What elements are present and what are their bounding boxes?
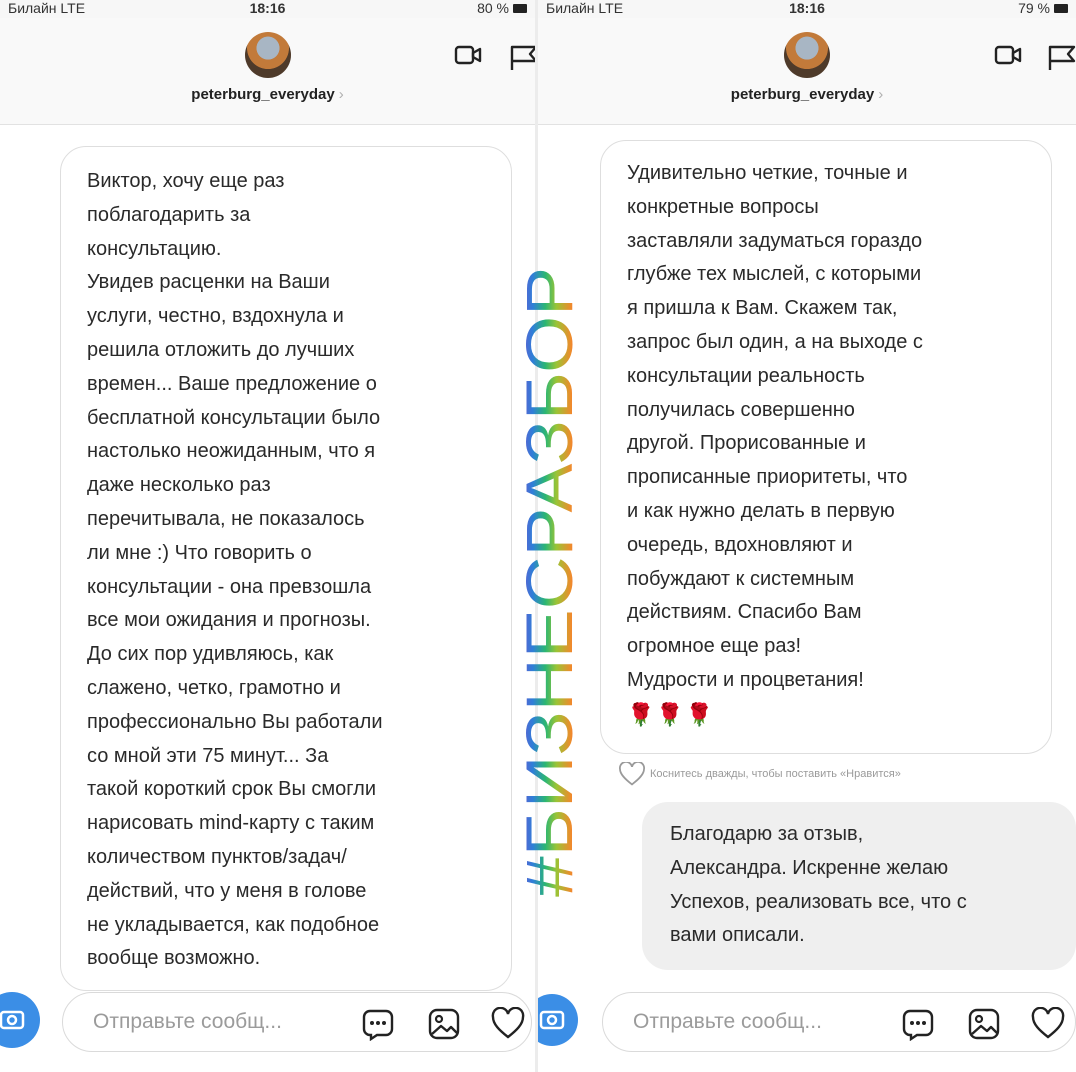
battery-indicator: [477, 0, 527, 16]
sticker-icon[interactable]: [361, 1007, 395, 1041]
battery-icon: [513, 4, 527, 13]
hashtag-overlay: [512, 267, 592, 897]
status-time: 18:16: [789, 0, 825, 16]
camera-icon[interactable]: [538, 990, 580, 1050]
flag-icon[interactable]: [508, 44, 535, 72]
status-bar: [0, 0, 535, 18]
chevron-right-icon: ›: [338, 86, 344, 103]
left-screenshot: [0, 0, 535, 1072]
chat-header: [538, 18, 1076, 125]
video-camera-icon[interactable]: [454, 44, 482, 66]
sticker-icon[interactable]: [901, 1007, 935, 1041]
message-text: Удивительно четкие, точные и конкретные вопросы заставляли задуматься гораздо глубже тех мыслей, с которыми я пришла к Вам. Скажем так, запрос был один, а на выходе с консультации реальность получилась совершенно другой. Прорисованные и прописанные приоритеты, что и как нужно делать в первую очередь, вдохновляют и побуждают к системным действиям. Спасибо Вам огромное еще раз! Мудрости и процветания!: [627, 162, 923, 691]
camera-icon[interactable]: [0, 990, 44, 1050]
chat-username[interactable]: peterburg_everyday ›: [191, 86, 344, 103]
battery-percent: 80 %: [477, 0, 509, 16]
battery-icon: [1054, 4, 1068, 13]
rose-emoji: 🌹: [685, 701, 716, 727]
avatar[interactable]: [784, 32, 830, 78]
video-camera-icon[interactable]: [994, 44, 1022, 66]
carrier-label: Билайн LTE: [8, 0, 86, 16]
carrier-label: Билайн LTE: [546, 0, 624, 16]
gallery-icon[interactable]: [967, 1007, 1001, 1041]
rose-emoji: 🌹: [627, 701, 657, 727]
message-bubble-received[interactable]: [600, 140, 1052, 754]
rose-emoji-row: [627, 698, 1029, 734]
battery-percent: 79 %: [1018, 0, 1050, 16]
chat-header: [0, 18, 535, 125]
like-hint-text: Коснитесь дважды, чтобы поставить «Нравится»: [650, 768, 901, 780]
chat-username[interactable]: peterburg_everyday ›: [730, 86, 884, 103]
double-tap-like-hint[interactable]: [618, 762, 901, 786]
avatar[interactable]: [245, 32, 291, 78]
hashtag-text: #БИЗНЕСРАЗБОР: [512, 329, 586, 897]
flag-icon[interactable]: [1046, 44, 1076, 72]
rose-emoji: 🌹: [656, 701, 686, 727]
status-time: 18:16: [249, 0, 286, 16]
heart-outline-icon: [618, 762, 646, 786]
chevron-right-icon: ›: [878, 86, 884, 103]
heart-icon[interactable]: [1031, 1007, 1065, 1041]
heart-icon[interactable]: [491, 1007, 525, 1041]
message-bubble-sent[interactable]: Благодарю за отзыв, Александра. Искренне желаю Успехов, реализовать все, что с вами описали.: [642, 802, 1076, 970]
battery-indicator: [1018, 0, 1068, 16]
gallery-icon[interactable]: [427, 1007, 461, 1041]
message-composer[interactable]: [602, 992, 1076, 1052]
message-input-placeholder[interactable]: Отправьте сообщ...: [93, 1010, 282, 1033]
message-bubble-received[interactable]: Виктор, хочу еще раз поблагодарить за консультацию. Увидев расценки на Ваши услуги, честно, вздохнула и решила отложить до лучших времен... Ваше предложение о бесплатной консультации было настолько неожиданным, что я даже несколько раз перечитывала, не показалось ли мне :) Что говорить о консультации - она превзошла все мои ожидания и прогнозы. До сих пор удивляюсь, как слажено, четко, грамотно и профессионально Вы работали со мной эти 75 минут... За такой короткий срок Вы смогли нарисовать mind-карту с таким количеством пунктов/задач/ действий, что у меня в голове не укладывается, как подобное вообще возможно.: [60, 146, 512, 991]
status-bar: [538, 0, 1076, 18]
message-composer[interactable]: [62, 992, 532, 1052]
message-input-placeholder[interactable]: Отправьте сообщ...: [633, 1010, 822, 1033]
